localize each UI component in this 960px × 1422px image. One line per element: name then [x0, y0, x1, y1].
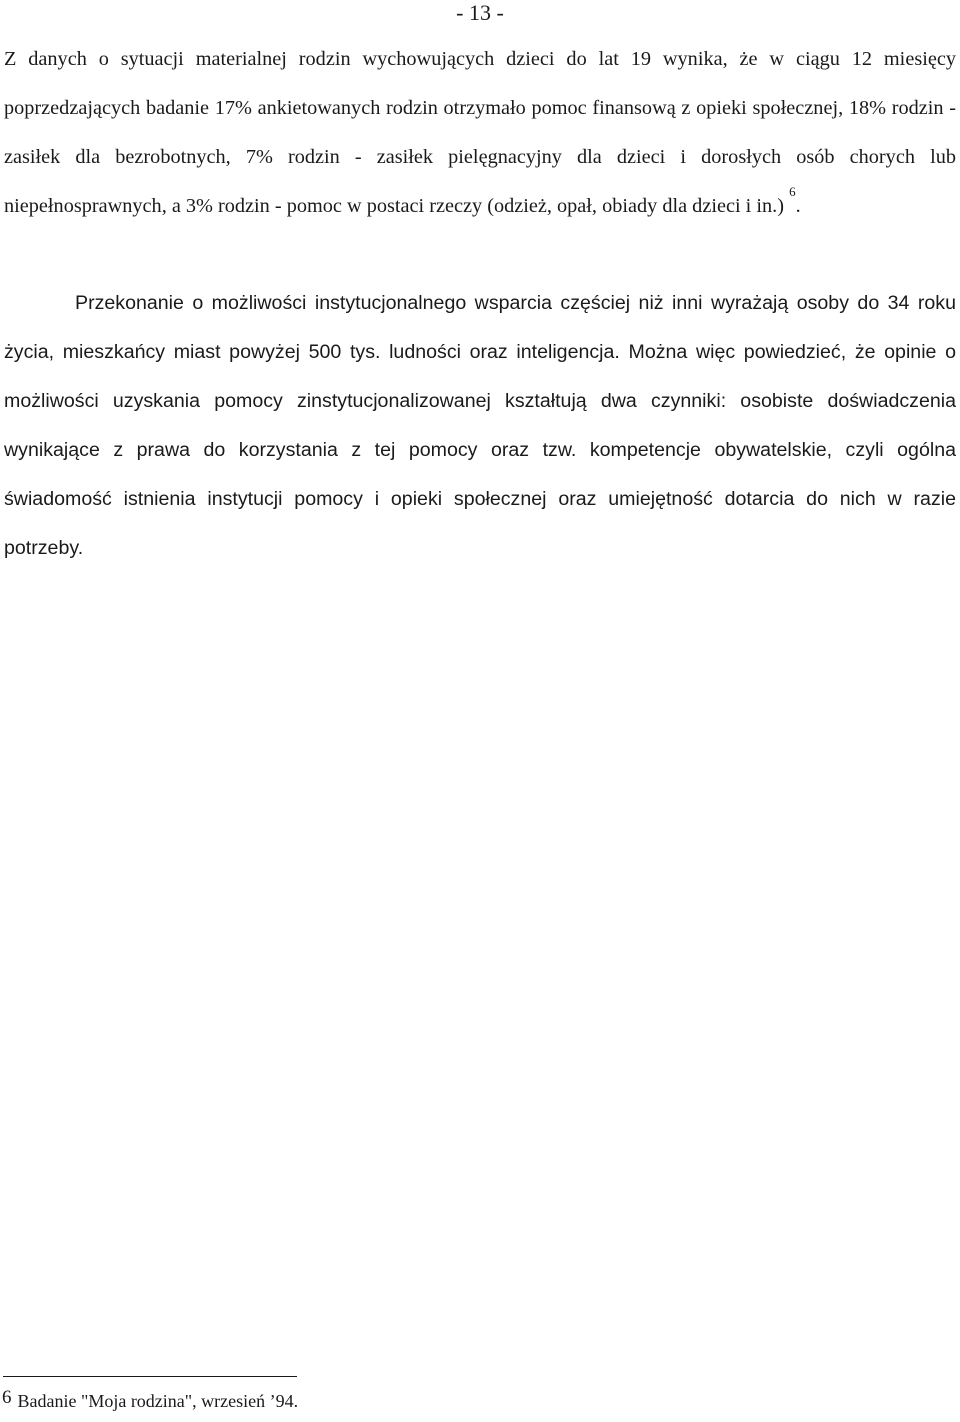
paragraph-1: [4, 35, 956, 231]
paragraph-1-text: Z danych o sytuacji materialnej rodzin wychowujących dzieci do lat 19 wynika, że w ciągu 12 miesięcy poprzedzających badanie 17% ankietowanych rodzin otrzymało pomoc finansową z opieki społecznej, 18% rodzin - zasiłek dla bezrobotnych, 7% rodzin - zasiłek pielęgnacyjny dla dzieci i dorosłych osób chorych lub niepełnosprawnych, a 3% rodzin - pomoc w postaci rzeczy (odzież, opał, obiady dla dzieci i in.): [4, 48, 956, 217]
footnote-number: 6: [2, 1387, 12, 1408]
footnote-separator: [3, 1376, 297, 1377]
page-number: - 13 -: [456, 0, 504, 25]
paragraph-1-end: .: [795, 195, 801, 217]
footnote-text: Badanie "Moja rodzina", wrzesień ’94.: [17, 1391, 299, 1411]
footnote-reference[interactable]: 6: [789, 184, 796, 200]
paragraph-2: Przekonanie o możliwości instytucjonalnego wsparcia częściej niż inni wyrażają osoby do 34 roku życia, mieszkańcy miast powyżej 500 tys. ludności oraz inteligencja. Można więc powiedzieć, że opinie o możliwości uzyskania pomocy zinstytucjonalizowanej kształtują dwa czynniki: osobiste doświadczenia wynikające z prawa do korzystania z tej pomocy oraz tzw. kompetencje obywatelskie, czyli ogólna świadomość istnienia instytucji pomocy i opieki społecznej oraz umiejętność dotarcia do nich w razie potrzeby.: [4, 292, 956, 559]
footnote-item: [2, 1388, 298, 1415]
